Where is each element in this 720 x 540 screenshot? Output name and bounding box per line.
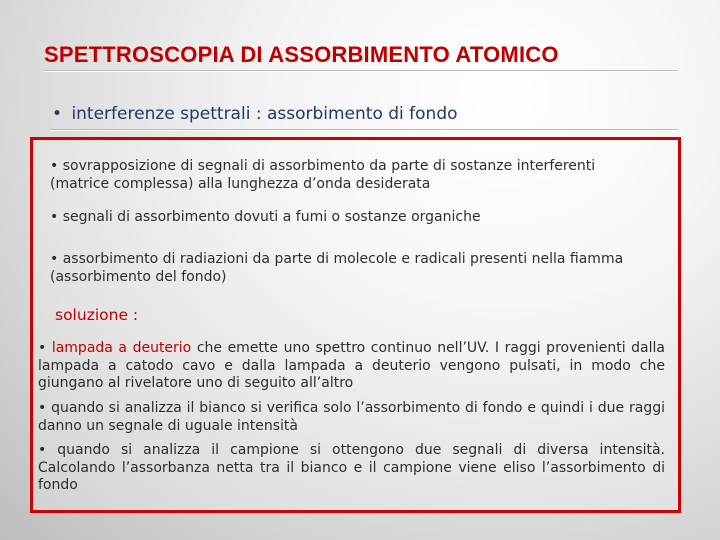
slide-title: SPETTROSCOPIA DI ASSORBIMENTO ATOMICO — [44, 42, 559, 67]
solution-item-sample: • quando si analizza il campione si ottengono due segnali di diversa intensità. Calcolando l’assorbanza netta tra il bianco e il campione viene eliso l’assorbimento di fondo — [38, 442, 665, 493]
cause-item-overlap: • sovrapposizione di segnali di assorbimento da parte di sostanze interferenti (matrice complessa) alla lunghezza d’onda desiderata — [50, 158, 596, 192]
solution-label: soluzione : — [55, 306, 139, 324]
subtitle-bullet: • — [52, 104, 63, 124]
solution-bullet: • — [38, 340, 47, 356]
slide-subtitle — [52, 104, 458, 124]
cause-item-fumes: • segnali di assorbimento dovuti a fumi o sostanze organiche — [50, 209, 481, 225]
subtitle-divider — [50, 129, 678, 131]
subtitle-text: interferenze spettrali : assorbimento di fondo — [71, 104, 458, 124]
title-divider — [44, 70, 678, 72]
deuterium-lamp-highlight: lampada a deuterio — [51, 340, 192, 356]
solution-item-deuterium-text: che emette uno spettro continuo nell’UV. I raggi provenienti dalla lampada a catodo cavo e dalla lampada a deuterio vengono pulsati, in modo che giungano al rivelatore uno di seguito all’altro — [38, 340, 665, 391]
cause-item-flame: • assorbimento di radiazioni da parte di molecole e radicali presenti nella fiamma (assorbimento del fondo) — [50, 251, 624, 285]
solution-item-deuterium — [38, 340, 665, 393]
solution-item-blank: • quando si analizza il bianco si verifica solo l’assorbimento di fondo e quindi i due raggi danno un segnale di uguale intensità — [38, 400, 665, 434]
